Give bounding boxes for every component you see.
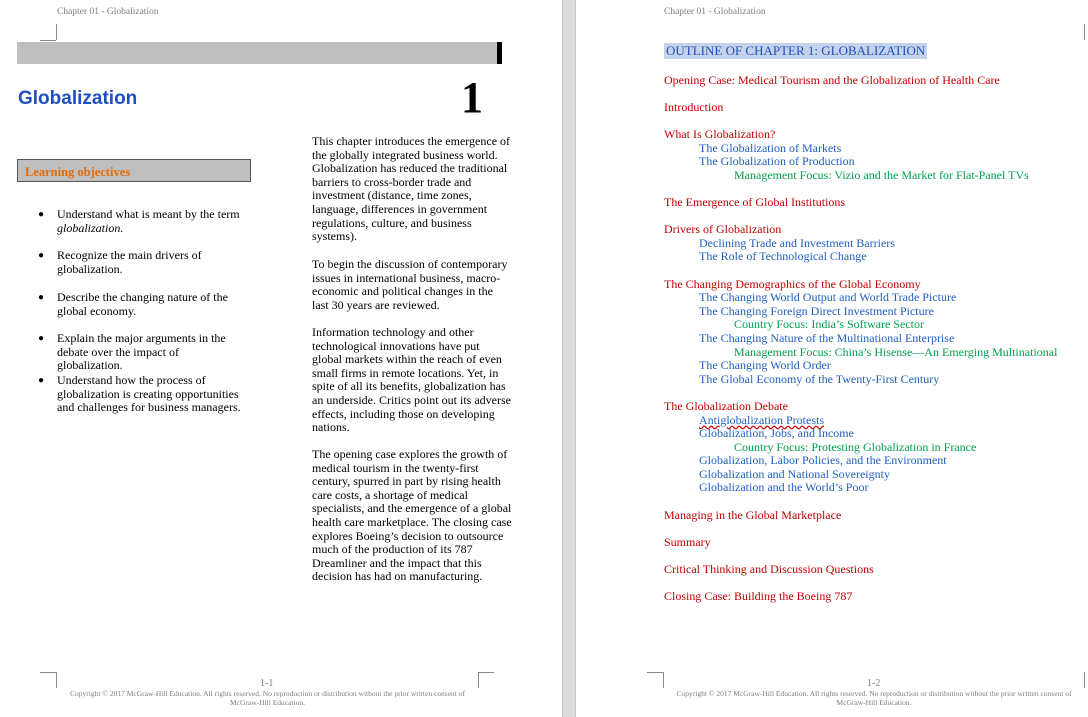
chapter-banner-end (497, 42, 502, 64)
objective-item[interactable] (57, 208, 257, 235)
outline-item[interactable]: Managing in the Global Marketplace (664, 508, 842, 522)
bullet-icon: ● (38, 292, 45, 303)
intro-paragraph[interactable]: Information technology and other technological innovations have put global markets within the reach of even small firms in remote locations. Yet, in spite of all its benefits, globalization has an underside. Critics point out its adverse effects, including those on developing nations. (312, 325, 511, 435)
outline-item[interactable]: The Emergence of Global Institutions (664, 195, 846, 209)
crop-mark (478, 672, 494, 673)
outline-item[interactable]: Globalization and National Sovereignty (699, 467, 890, 481)
outline-item[interactable]: Globalization, Jobs, and Income (699, 426, 854, 440)
outline-item[interactable]: The Globalization of Markets (699, 141, 842, 155)
intro-paragraph[interactable]: This chapter introduces the emergence of the globally integrated business world. Globalization has reduced the traditional barriers to cross-border trade and investment (distance, time zones, language, differences in government regulations, culture, and business systems). (312, 134, 511, 244)
outline-item[interactable]: Summary (664, 535, 711, 549)
learning-objectives-heading: Learning objectives (25, 165, 131, 179)
objective-item[interactable]: Recognize the main drivers of globalization. (57, 248, 202, 276)
outline-item[interactable]: Country Focus: India’s Software Sector (734, 317, 924, 331)
crop-mark (1084, 672, 1085, 688)
outline-item[interactable]: The Role of Technological Change (699, 249, 867, 263)
crop-mark (40, 672, 56, 673)
copyright-notice: Copyright © 2017 McGraw-Hill Education. All rights reserved. No reproduction or distribution without the prior written consent of McGraw-Hill Education. (676, 689, 1072, 707)
copyright-notice: Copyright © 2017 McGraw-Hill Education. All rights reserved. No reproduction or distribution without the prior written consent of McGraw-Hill Education. (69, 689, 465, 707)
objective-item[interactable]: Describe the changing nature of the global economy. (57, 290, 228, 318)
outline-title[interactable]: OUTLINE OF CHAPTER 1: GLOBALIZATION (666, 43, 926, 58)
objective-item[interactable]: Explain the major arguments in the debate over the impact of globalization. (57, 331, 226, 373)
bullet-icon: ● (38, 209, 45, 220)
document-page-2 (576, 0, 1088, 717)
intro-paragraph[interactable]: The opening case explores the growth of medical tourism in the twenty-first century, spurred in part by rising health care costs, a shortage of medical specialists, and the emergence of a global health care marketplace. The closing case explores Boeing’s decision to outsource much of the production of its 787 Dreamliner and the impact that this decision has had on manufacturing. (312, 447, 512, 584)
outline-item[interactable]: Management Focus: Vizio and the Market for Flat-Panel TVs (734, 168, 1029, 182)
outline-item[interactable]: Globalization, Labor Policies, and the Environment (699, 453, 947, 467)
outline-item[interactable]: Drivers of Globalization (664, 222, 782, 236)
outline-item[interactable]: Globalization and the World’s Poor (699, 480, 869, 494)
outline-item[interactable]: The Changing Demographics of the Global Economy (664, 277, 921, 291)
outline-item[interactable]: Management Focus: China’s Hisense—An Emerging Multinational (734, 345, 1058, 359)
bullet-icon: ● (38, 375, 45, 386)
bullet-icon: ● (38, 250, 45, 261)
crop-mark (56, 24, 57, 40)
page-header: Chapter 01 - Globalization (57, 7, 159, 17)
page-number: 1-2 (867, 678, 881, 689)
bullet-icon: ● (38, 333, 45, 344)
outline-item[interactable]: The Global Economy of the Twenty-First Century (699, 372, 940, 386)
crop-mark (663, 672, 664, 688)
outline-item[interactable]: Declining Trade and Investment Barriers (699, 236, 895, 250)
crop-mark (1084, 24, 1085, 40)
crop-mark (647, 672, 663, 673)
objective-text: Understand what is meant by the term (57, 207, 240, 221)
outline-item[interactable]: The Globalization of Production (699, 154, 855, 168)
outline-item[interactable]: Antiglobalization Protests (699, 413, 824, 427)
intro-paragraph[interactable]: To begin the discussion of contemporary issues in international business, macro-economic and political changes in the last 30 years are reviewed. (312, 257, 508, 312)
outline-item[interactable]: The Changing World Output and World Trade Picture (699, 290, 957, 304)
outline-item[interactable]: The Changing Nature of the Multinational Enterprise (699, 331, 955, 345)
chapter-title: Globalization (18, 88, 138, 109)
outline-item[interactable]: Critical Thinking and Discussion Questions (664, 562, 874, 576)
crop-mark (40, 40, 56, 41)
outline-item[interactable]: Country Focus: Protesting Globalization in France (734, 440, 977, 454)
outline-item[interactable]: The Globalization Debate (664, 399, 788, 413)
page-gutter (562, 0, 576, 717)
page-number: 1-1 (260, 678, 274, 689)
outline-item[interactable]: What Is Globalization? (664, 127, 776, 141)
crop-mark (56, 672, 57, 688)
outline-item[interactable]: The Changing Foreign Direct Investment Picture (699, 304, 934, 318)
objective-item[interactable]: Understand how the process of globalization is creating opportunities and challenges for business managers. (57, 373, 241, 415)
chapter-banner-bar (17, 42, 497, 64)
page-header: Chapter 01 - Globalization (664, 7, 766, 17)
outline-item[interactable]: Introduction (664, 100, 724, 114)
outline-item[interactable]: Opening Case: Medical Tourism and the Globalization of Health Care (664, 73, 1000, 87)
chapter-number: 1 (461, 73, 483, 122)
objective-italic-term: globalization. (57, 220, 124, 235)
crop-mark (478, 672, 479, 688)
outline-item[interactable]: The Changing World Order (699, 358, 831, 372)
outline-item[interactable]: Closing Case: Building the Boeing 787 (664, 589, 853, 603)
